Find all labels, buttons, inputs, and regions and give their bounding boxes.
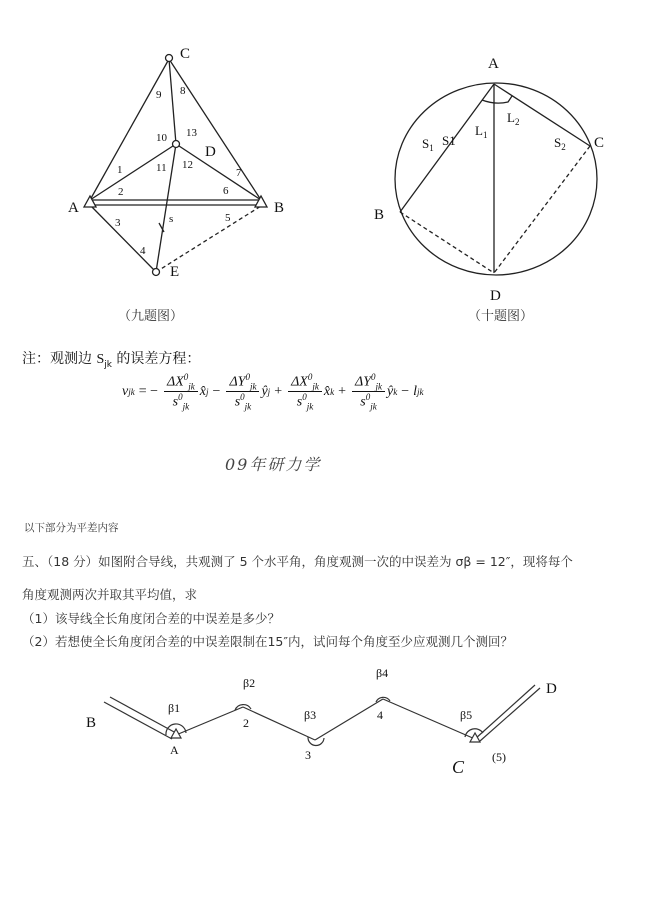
point-label: 4: [377, 708, 383, 722]
edge-label: 12: [182, 159, 193, 171]
angle-label: β2: [243, 676, 256, 690]
edge-label: 7: [236, 167, 242, 179]
figure-10-caption: （十题图）: [468, 309, 534, 324]
edge-label: 1: [117, 164, 123, 176]
edge-label: 9: [156, 89, 162, 101]
s1-label: $S_1$: [422, 136, 434, 153]
s1-plain-label: S1: [442, 133, 456, 148]
point-b-label: B: [274, 200, 285, 216]
error-equation: v jk = − $\frac{\Delta X^0_{jk}}{s^0_{jk}}$ x̂ j − $\frac{\Delta Y^0_{jk}}{s^0_{jk}}$ ŷ j + $\frac{\Delta X^0_{jk}}{s^0_{jk}}$ x̂ k + $\frac{\Delta Y^0_{jk}}{s^0_{jk}}$ ŷ k − l jk: [122, 372, 424, 412]
question-2: （2）若想使全长角度闭合差的中误差限制在15″内，试问每个角度至少应观测几个测回？: [22, 634, 514, 649]
edge-label: 8: [180, 85, 186, 97]
point-label: (5): [492, 750, 506, 764]
point-b-label: B: [374, 207, 385, 223]
edge-label: 2: [118, 186, 124, 198]
edge-label: 10: [156, 132, 167, 144]
problem-line-1: 五、（18 分）如图附合导线，共观测了 5 个水平角，角度观测一次的中误差为 σβ = 12″，现将每个: [22, 554, 573, 569]
angle-label: β5: [460, 708, 473, 722]
l1-label: $L_1$: [475, 123, 488, 140]
point-c-label: C: [594, 135, 605, 151]
s2-label: $S_2$: [554, 135, 566, 152]
note-line: 注：观测边 $S_{jk}$ 的误差方程：: [22, 351, 201, 370]
side-s-label: s: [169, 213, 174, 225]
edge-label: 5: [225, 212, 231, 224]
edge-label: 3: [115, 217, 121, 229]
angle-label: β3: [304, 708, 317, 722]
problem-line-2: 角度观测两次并取其平均值，求: [22, 587, 198, 602]
start-point-b-label: B: [86, 715, 97, 731]
point-d-label: D: [490, 288, 501, 304]
angle-label: β1: [168, 701, 181, 715]
edge-label: 11: [156, 162, 167, 174]
edge-label: 4: [140, 245, 146, 257]
point-c-label: C: [180, 46, 191, 62]
edge-label: 13: [186, 127, 197, 139]
point-label: 2: [243, 716, 249, 730]
end-point-d-label: D: [546, 681, 557, 697]
point-a-label: A: [68, 200, 79, 216]
traverse-diagram: [80, 655, 580, 785]
figure-9-network-diagram: [60, 40, 300, 290]
angle-label: β4: [376, 666, 389, 680]
point-label: 3: [305, 748, 311, 762]
edge-label: 6: [223, 185, 229, 197]
handwritten-c: C: [452, 757, 465, 777]
point-label: A: [170, 743, 179, 757]
question-1: （1）该导线全长角度闭合差的中误差是多少？: [22, 611, 280, 626]
section-header: 以下部分为平差内容: [24, 522, 119, 534]
figure-10-circle-diagram: [360, 45, 620, 305]
l2-label: $L_2$: [507, 110, 520, 127]
point-a-label: A: [488, 56, 499, 72]
figure-9-caption: （九题图）: [118, 309, 184, 324]
point-e-label: E: [170, 264, 180, 280]
point-d-label: D: [205, 144, 216, 160]
handwritten-note: 09年研力学: [225, 455, 322, 474]
